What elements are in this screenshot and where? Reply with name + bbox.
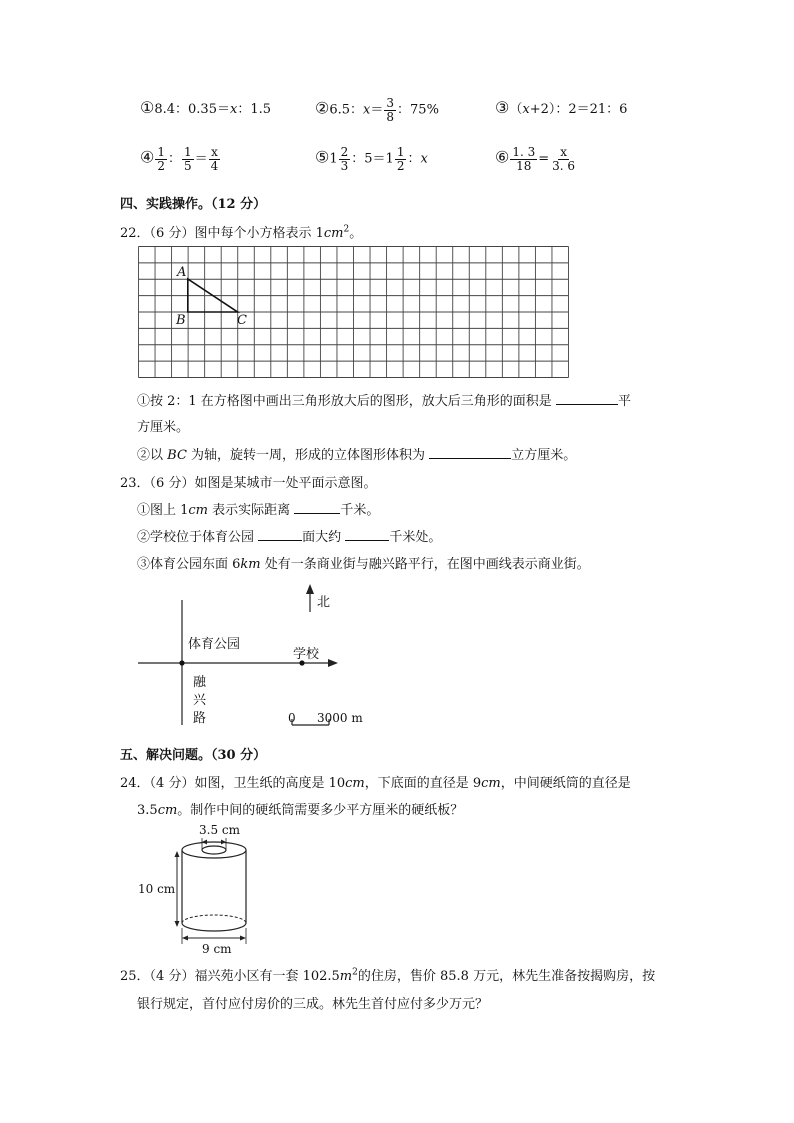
q24-line1: 24．（4 分）如图，卫生纸的高度是 10cm，下底面的直径是 9cm，中间硬纸筒的直径是 xyxy=(120,776,631,791)
q23-sub1: ①图上 1cm 表示实际距离 千米。 xyxy=(137,503,380,518)
q22-heading: 22．（6 分）图中每个小方格表示 $1cm^2$。 xyxy=(120,224,363,241)
circle-number-4: ④ xyxy=(140,147,155,167)
vertex-label-b: B xyxy=(176,313,186,328)
q25-line1: 25．（4 分）福兴苑小区有一套 $102.5m^2$的住房，售价 85.8 万元，林先生准备按揭购房，按 xyxy=(120,967,656,984)
answer-blank[interactable] xyxy=(294,501,340,514)
equation-2: ②6.5：x＝ $\frac{3}{8}$ ：75% xyxy=(315,96,439,124)
vertex-label-a: A xyxy=(177,265,187,280)
circle-number-1: ① xyxy=(140,98,155,117)
q22-sub1: ①按 2：1 在方格图中画出三角形放大后的图形，放大后三角形的面积是 平 xyxy=(137,394,631,409)
equation-1: ①8.4：0.35＝x：1.5 xyxy=(140,98,271,117)
answer-blank[interactable] xyxy=(345,528,389,541)
school-label: 学校 xyxy=(293,647,320,662)
square-grid xyxy=(138,246,569,378)
dim-height: 10 cm xyxy=(138,882,176,896)
equation-4: ④ $\frac{1}{2}$ ： $\frac{1}{5}$ ＝ $\frac{x}{4}$ xyxy=(140,145,219,173)
q22-sub1-cont: 方厘米。 xyxy=(137,420,190,435)
arrow-north-icon xyxy=(306,584,314,594)
circle-number-5: ⑤ xyxy=(315,147,330,167)
answer-blank[interactable] xyxy=(258,528,302,541)
answer-blank[interactable] xyxy=(556,392,618,405)
circle-number-3: ③ xyxy=(495,98,510,117)
circle-number-6: ⑥ xyxy=(495,147,510,167)
park-label: 体育公园 xyxy=(188,637,241,652)
park-point xyxy=(179,660,184,665)
q23-sub3: ③体育公园东面 6km 处有一条商业街与融兴路平行，在图中画线表示商业街。 xyxy=(137,557,590,572)
q23-heading: 23．（6 分）如图是某城市一处平面示意图。 xyxy=(120,476,377,491)
q23-sub2: ②学校位于体育公园 面大约 千米处。 xyxy=(137,530,442,545)
section-4-title: 四、实践操作。（12 分） xyxy=(120,197,267,212)
vertex-label-c: C xyxy=(237,313,247,328)
q24-line2: 3.5cm。制作中间的硬纸筒需要多少平方厘米的硬纸板？ xyxy=(137,803,464,818)
tube-top xyxy=(202,846,226,854)
road-label: 融 兴 路 xyxy=(193,675,207,726)
scale-zero: 0 xyxy=(288,711,296,725)
fraction: $\frac{3}{8}$ xyxy=(386,96,395,124)
scale-length: 3000 m xyxy=(317,711,363,725)
q22-sub2: ②以 BC 为轴，旋转一周，形成的立体图形体积为 立方厘米。 xyxy=(137,448,577,463)
circle-number-2: ② xyxy=(315,98,330,118)
section-5-title: 五、解决问题。（30 分） xyxy=(120,748,267,763)
equation-6: ⑥ $\frac{1. 3}{18}$ = $\frac{x}{3. 6}$ xyxy=(495,145,576,173)
dim-tube-diameter: 3.5 cm xyxy=(199,823,240,837)
q25-line2: 银行规定，首付应付房价的三成。林先生首付应付多少万元？ xyxy=(137,997,489,1012)
equation-3: ③（x+2）：2＝21：6 xyxy=(495,98,628,117)
north-label: 北 xyxy=(317,595,331,610)
equation-5: ⑤1 $\frac{2}{3}$ ：5＝1 $\frac{1}{2}$ ：x xyxy=(315,145,428,173)
dim-bottom-diameter: 9 cm xyxy=(202,942,232,956)
answer-blank[interactable] xyxy=(429,446,511,459)
arrow-east-icon xyxy=(328,659,338,667)
